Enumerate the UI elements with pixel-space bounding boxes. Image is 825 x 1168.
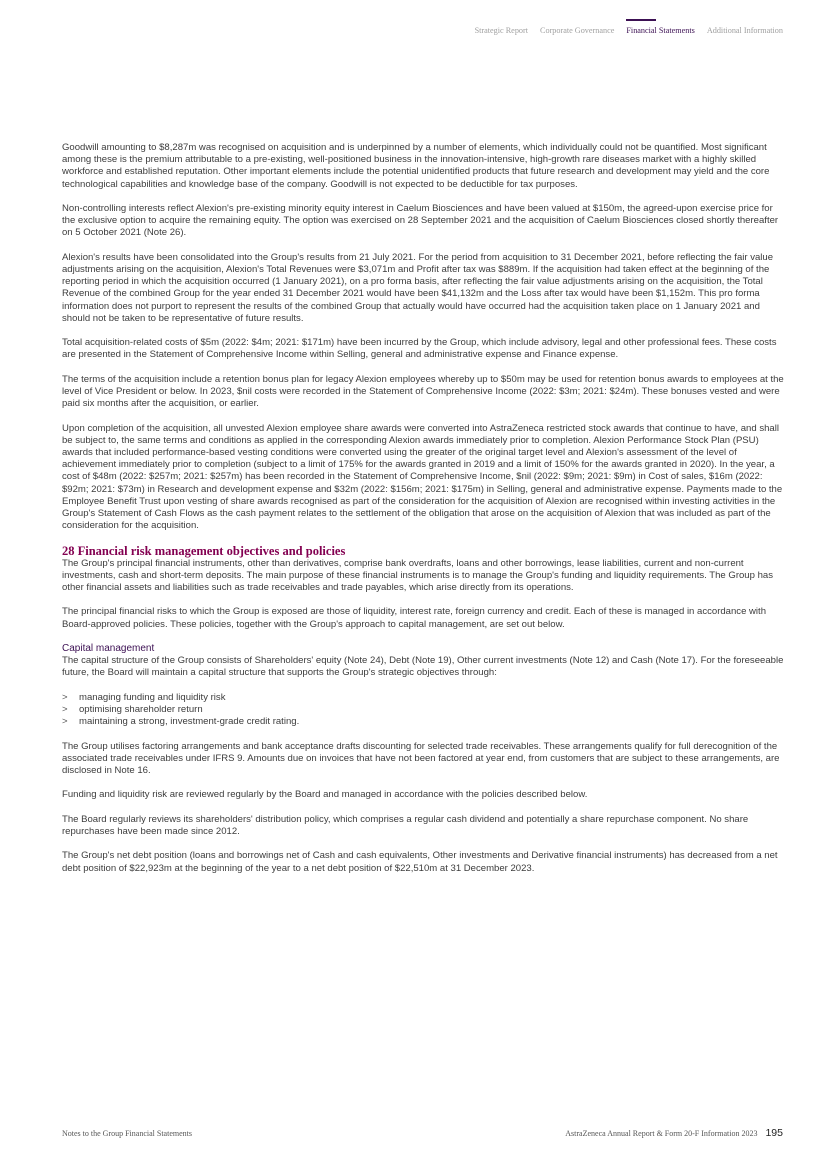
paragraph-factoring: The Group utilises factoring arrangements and bank acceptance drafts discounting for selected trade receivables. These arrangements qualify for full derecognition of the associated trade receivables under IFRS 9. Amounts due on invoices that have not been factored at year end, from customers that are subject to these arrangements, are disclosed in Note 16. xyxy=(62,740,780,776)
paragraph-funding-liquidity: Funding and liquidity risk are reviewed regularly by the Board and managed in accordance with the policies described below. xyxy=(62,789,588,801)
bullet-list xyxy=(62,692,784,729)
paragraph-acquisition-costs: Total acquisition-related costs of $5m (2022: $4m; 2021: $171m) have been incurred by the Group, which include advisory, legal and other professional fees. These costs are presented in the Statement of Comprehensive Income within Selling, general and administrative expense and Finance expense. xyxy=(62,337,777,361)
section-heading: 28 Financial risk management objectives and policies xyxy=(62,543,346,558)
paragraph-retention-bonus: The terms of the acquisition include a retention bonus plan for legacy Alexion employees whereby up to $50m may be used for retention bonus awards to employees at the level of Vice President or below. In 2023, $nil costs were recorded in the Statement of Comprehensive Income (2022: $3m; 2021: $24m). These bonuses vested and were paid six months after the acquisition, or earlier. xyxy=(62,373,784,410)
nav-additional-information[interactable]: Additional Information xyxy=(706,26,783,35)
page-number: 195 xyxy=(765,1127,783,1139)
paragraph-principal-instruments: The Group's principal financial instruments, other than derivatives, comprise bank overdrafts, loans and other borrowings, lease liabilities, current and non-current investments, cash and short-term deposits. The main purpose of these financial instruments is to manage the Group's funding and liquidity requirements. The Group has other financial assets and liabilities such as trade receivables and trade payables, which arise directly from its operations. xyxy=(62,557,773,594)
footer-publication xyxy=(565,1127,783,1139)
paragraph-share-awards: Upon completion of the acquisition, all unvested Alexion employee share awards were converted into AstraZeneca restricted stock awards that continue to have, and shall be subject to, the same terms and conditions as applied in the corresponding Alexion awards immediately prior to completion. Alexion Performance Stock Plan (PSU) awards that included performance-based vesting conditions were converted using the greater of the original target level and Alexion's assessment of the level of achievement immediately prior to completion (subject to a limit of 175% for the awards granted in 2019 and a limit of 150% for the awards granted in 2020). In the year, a cost of $48m (2022: $257m; 2021: $257m) has been recorded in the Statement of Comprehensive Income, $nil (2022: $9m; 2021: $9m) in Cost of sales, $16m (2022: $92m; 2021: $73m) in Research and development expense and $32m (2022: $156m; 2021: $175m) in Selling, general and administrative expense. Payments made to the Employee Benefit Trust upon vesting of share awards recognised as part of the consideration for the acquisition of Alexion are recognised within investing activities in the Group's Statement of Cash Flows as the cash payment relates to the settlement of the obligation that arose on the acquisition of Alexion that was included as part of the consideration for the acquisition. xyxy=(62,422,783,532)
section-navigation xyxy=(475,26,783,35)
paragraph-capital-structure: The capital structure of the Group consists of Shareholders' equity (Note 24), Debt (Note 19), Other current investments (Note 12) and Cash (Note 17). For the foreseeable future, the Board will maintain a capital structure that supports the Group's strategic objectives through: xyxy=(62,655,784,679)
nav-corporate-governance[interactable]: Corporate Governance xyxy=(540,26,615,35)
footer-section-title: Notes to the Group Financial Statements xyxy=(62,1129,192,1138)
footer-report-title: AstraZeneca Annual Report & Form 20-F Information 2023 xyxy=(565,1129,758,1138)
bullet-item: > optimising shareholder return xyxy=(62,704,784,716)
paragraph-principal-risks: The principal financial risks to which the Group is exposed are those of liquidity, interest rate, foreign currency and credit. Each of these is managed in accordance with Board-approved policies. These policies, together with the Group's approach to capital management, are set out below. xyxy=(62,606,767,630)
paragraph-non-controlling-interests: Non-controlling interests reflect Alexion's pre-existing minority equity interest in Caelum Biosciences and have been valued at $150m, the agreed-upon exercise price for the exclusive option to acquire the remaining equity. The option was exercised on 28 September 2021 and the acquisition of Caelum Biosciences closed shortly thereafter on 5 October 2021 (Note 26). xyxy=(62,203,779,239)
nav-financial-statements[interactable]: Financial Statements xyxy=(626,26,695,35)
paragraph-alexion-results: Alexion's results have been consolidated into the Group's results from 21 July 2021. For the period from acquisition to 31 December 2021, before reflecting the fair value adjustments arising on the acquisition, Alexion's Total Revenues were $3,071m and Profit after tax was $889m. If the acquisition had taken effect at the beginning of the reporting period in which the acquisition occurred (1 January 2021), on a pro forma basis, after reflecting the fair value adjustments arising on the acquisition, the Total Revenue of the combined Group for the year ended 31 December 2021 would have been $41,132m and the Loss after tax would have been $1,152m. This pro forma information does not purport to represent the results of the combined Group that actually would have occurred had the acquisition taken place on 1 January 2021 and should not be taken to be representative of future results. xyxy=(62,251,774,324)
subheading-capital-management: Capital management xyxy=(62,643,155,654)
bullet-item: > managing funding and liquidity risk xyxy=(62,692,784,704)
page-body xyxy=(62,142,784,887)
paragraph-distribution-policy: The Board regularly reviews its shareholders' distribution policy, which comprises a regular cash dividend and potentially a share repurchase component. No share repurchases have been made since 2012. xyxy=(62,813,749,837)
bullet-item: > maintaining a strong, investment-grade credit rating. xyxy=(62,716,784,728)
paragraph-goodwill: Goodwill amounting to $8,287m was recognised on acquisition and is underpinned by a number of elements, which individually could not be quantified. Most significant among these is the premium attributable to a pre-existing, well-positioned business in the innovation-intensive, high-growth rare diseases market with a highly skilled workforce and established reputation. Other important elements include the potential unidentified products that future research and development may yield and the core technological capabilities and knowledge base of the company. Goodwill is not expected to be deductible for tax purposes. xyxy=(62,142,770,190)
paragraph-net-debt: The Group's net debt position (loans and borrowings net of Cash and cash equivalents, Other investments and Derivative financial instruments) has decreased from a net debt position of $22,923m at the beginning of the year to a net debt position of $22,510m at 31 December 2023. xyxy=(62,850,778,874)
nav-strategic-report[interactable]: Strategic Report xyxy=(474,26,529,35)
